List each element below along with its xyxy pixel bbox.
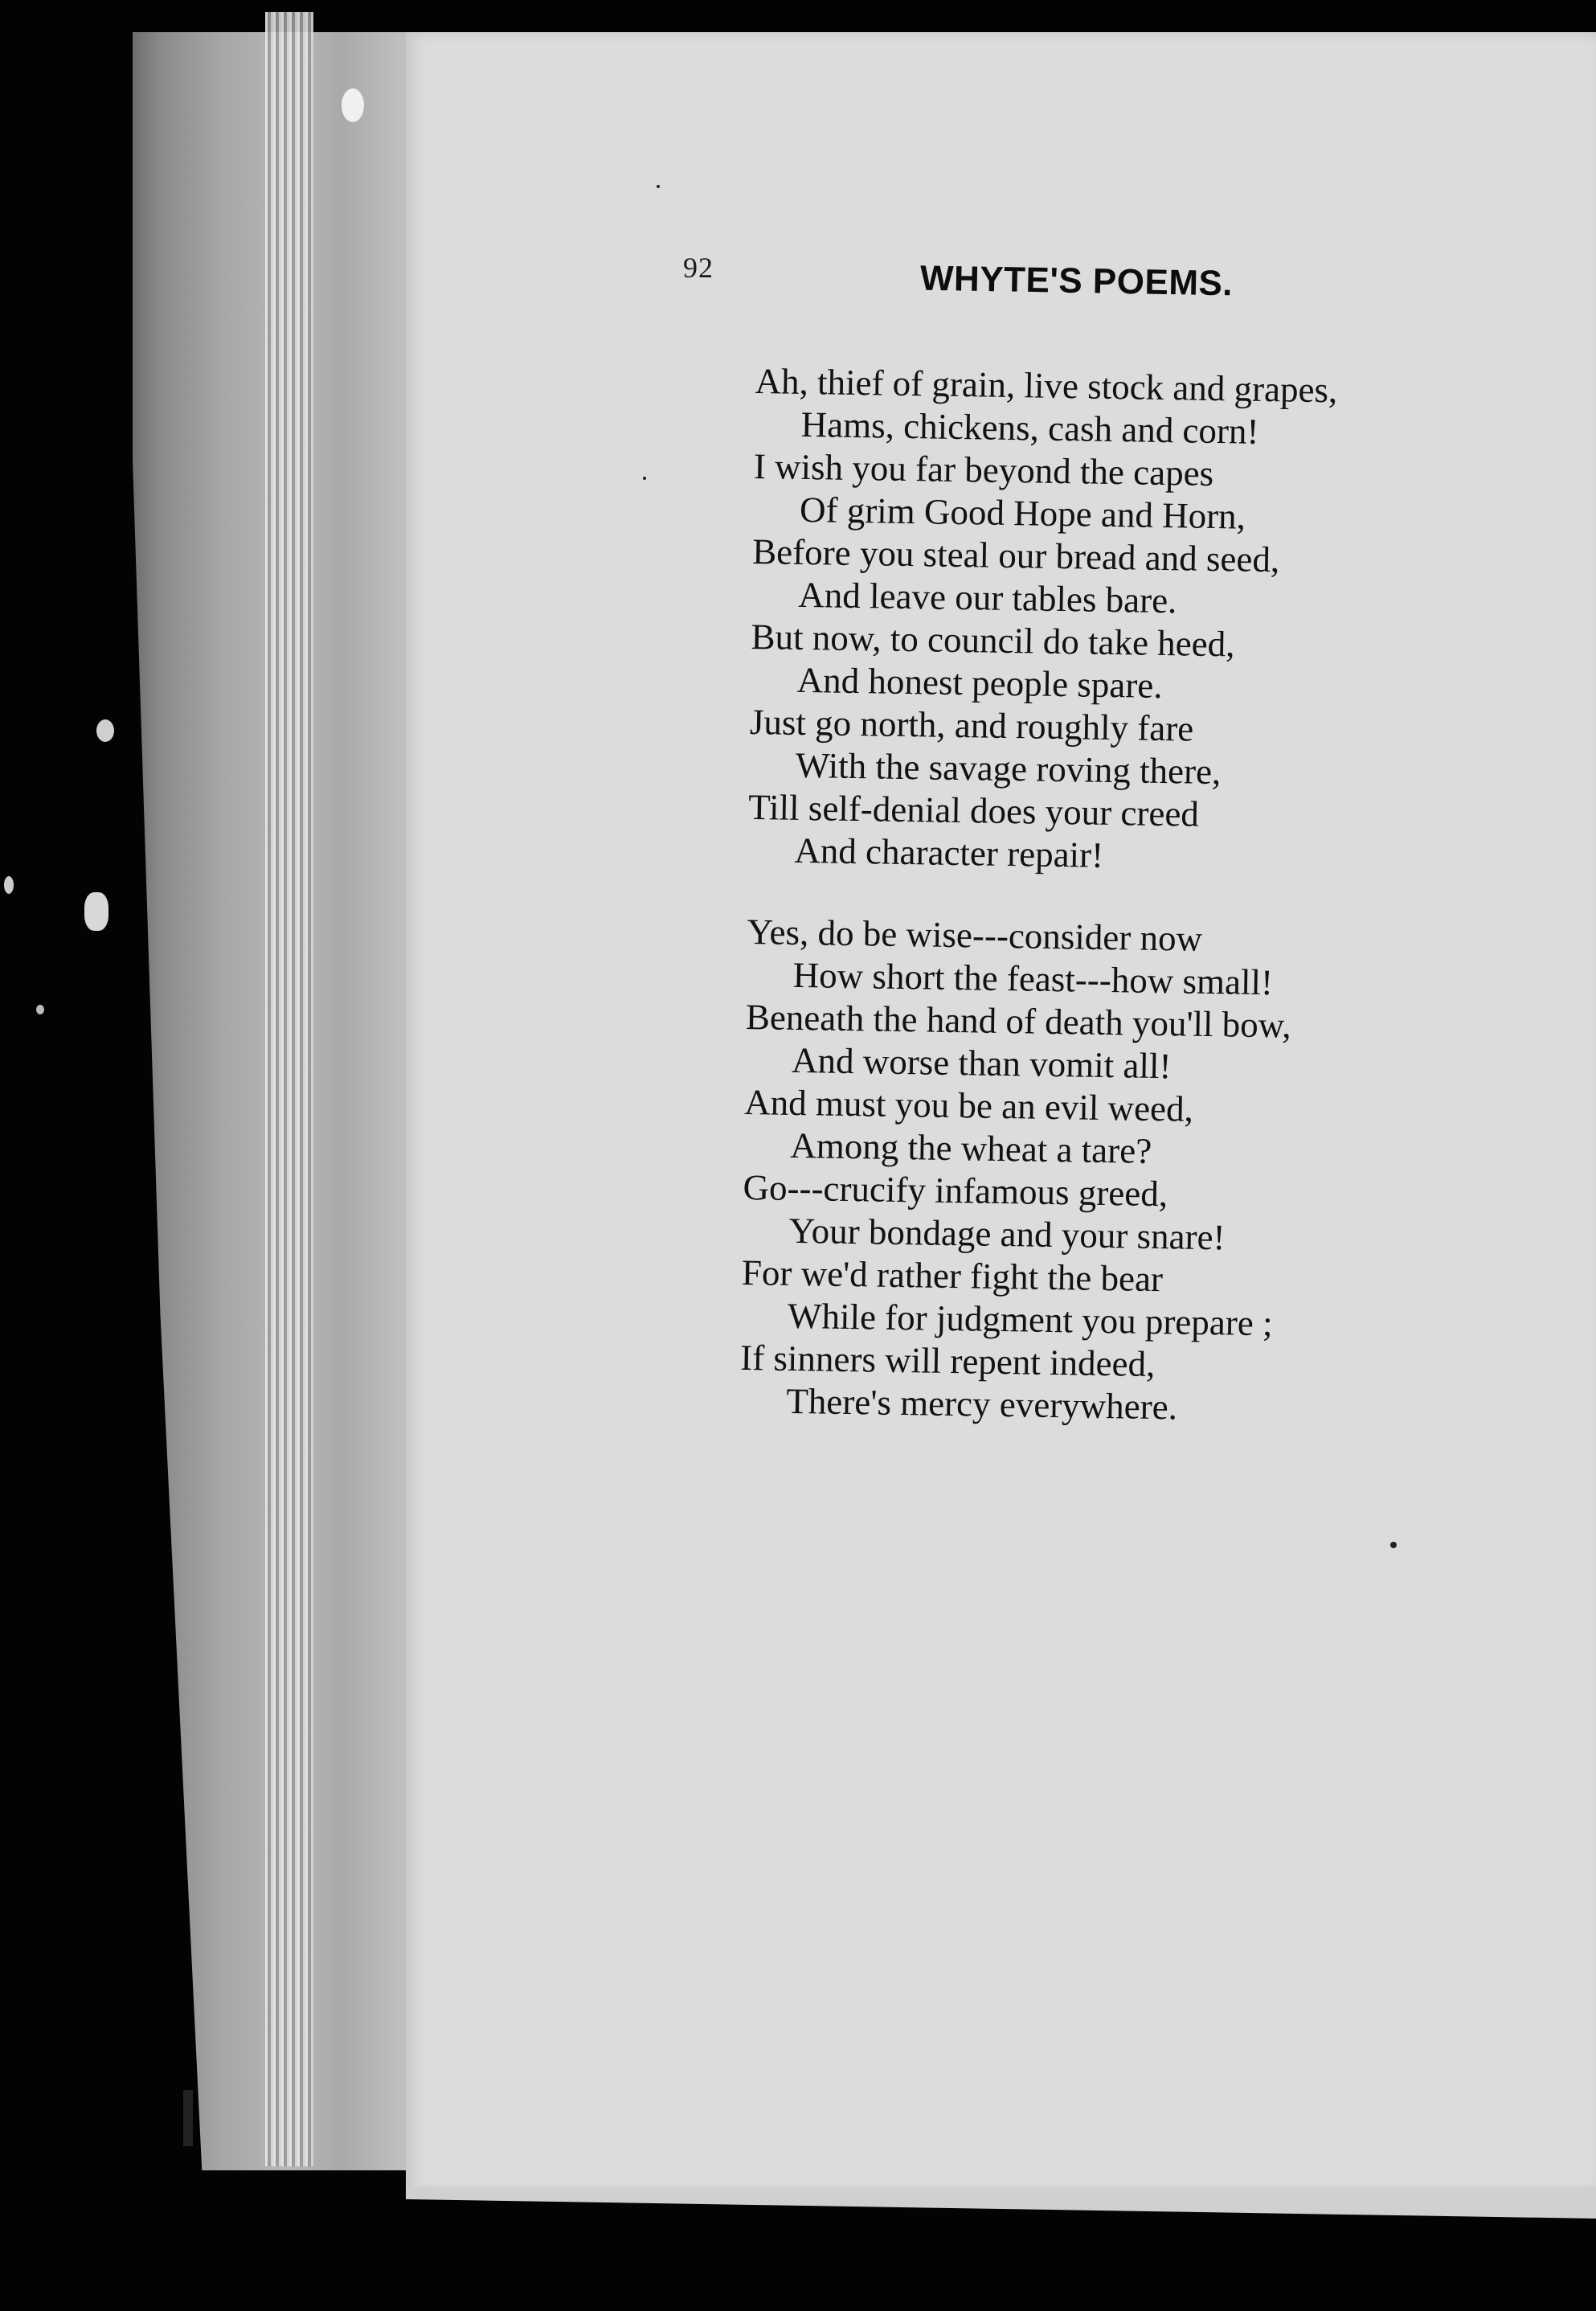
poem-line: Beneath the hand of death you'll bow, xyxy=(745,996,1292,1046)
scan-speck xyxy=(4,876,14,894)
page-speck xyxy=(643,477,646,480)
scan-speck xyxy=(36,1005,44,1014)
poem-line: Just go north, and roughly fare xyxy=(749,701,1194,749)
poem-line: Hams, chickens, cash and corn! xyxy=(800,404,1259,452)
poem-line: I wish you far beyond the capes xyxy=(753,445,1214,494)
poem-line: Before you steal our bread and seed, xyxy=(751,531,1280,580)
poem-line: Yes, do be wise---consider now xyxy=(747,911,1203,959)
poem-line: And honest people spare. xyxy=(796,659,1163,707)
poem-line: Among the wheat a tare? xyxy=(790,1125,1152,1171)
page-speck xyxy=(1390,1542,1397,1548)
poem-line: Of grim Good Hope and Horn, xyxy=(799,489,1246,537)
poem-line: And character repair! xyxy=(794,830,1104,875)
poem-line: And must you be an evil weed, xyxy=(743,1081,1194,1129)
poem-line: Your bondage and your snare! xyxy=(788,1210,1226,1258)
poem-stanza-1 xyxy=(747,360,1338,880)
poem-line: Ah, thief of grain, live stock and grapes, xyxy=(755,360,1338,411)
binding-shadow xyxy=(183,2090,193,2146)
scan-speck xyxy=(84,892,108,931)
running-title: WHYTE'S POEMS. xyxy=(919,258,1234,304)
scan-speck xyxy=(96,719,114,742)
poem-stanza-2 xyxy=(739,911,1293,1431)
poem-line: If sinners will repent indeed, xyxy=(739,1337,1156,1385)
poem-line: And leave our tables bare. xyxy=(798,574,1177,621)
poem-line: But now, to council do take heed, xyxy=(751,616,1235,665)
poem-line: Go---crucify infamous greed, xyxy=(743,1166,1168,1215)
poem-line: With the savage roving there, xyxy=(795,744,1222,793)
poem-line: For we'd rather fight the bear xyxy=(741,1252,1164,1300)
poem-line: How short the feast---how small! xyxy=(792,954,1274,1003)
page-number: 92 xyxy=(683,252,714,284)
poem-line: And worse than vomit all! xyxy=(791,1039,1172,1087)
scan-speck xyxy=(342,88,364,122)
page-speck xyxy=(657,185,660,188)
poem-line: There's mercy everywhere. xyxy=(786,1380,1178,1428)
poem-line: Till self-denial does your creed xyxy=(747,786,1200,834)
page-edges xyxy=(265,12,313,2166)
poem-line: While for judgment you prepare ; xyxy=(787,1295,1273,1344)
